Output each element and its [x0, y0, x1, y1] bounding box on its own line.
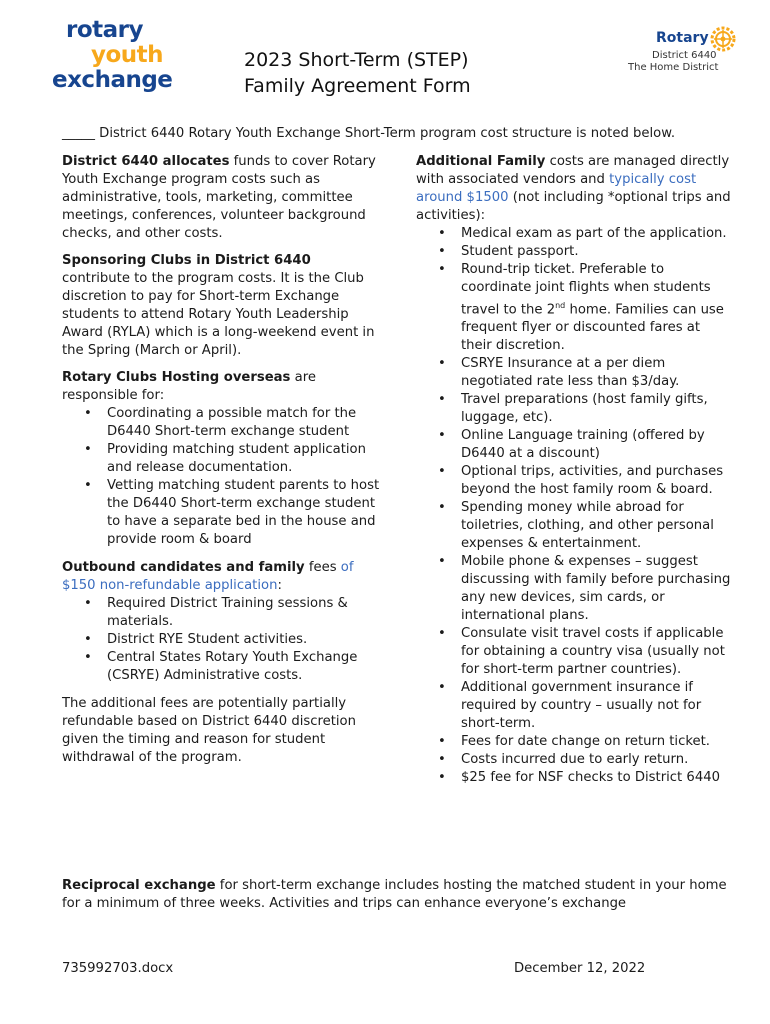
- list-item: • Vetting matching student parents to host the D6440 Short-term exchange student to have a separate bed in the house and provide room & board: [62, 477, 382, 549]
- home-district-label: The Home District: [628, 62, 719, 73]
- rotary-wordmark: Rotary: [656, 30, 709, 46]
- right-column: [416, 153, 734, 787]
- list-item: • Medical exam as part of the application.: [416, 225, 734, 243]
- list-item: • Travel preparations (host family gifts, luggage, etc).: [416, 391, 734, 427]
- reciprocal-exchange-heading: Reciprocal exchange: [62, 878, 216, 893]
- district-allocates-text: funds to cover Rotary Youth Exchange program costs such as administrative, tools, marketing, committee meetings, conferences, volunteer background checks, and other costs.: [62, 154, 376, 241]
- footer-filename: 735992703.docx: [62, 961, 174, 976]
- colon: :: [277, 578, 282, 593]
- list-item: • Mobile phone & expenses – suggest discussing with family before purchasing any new devices, sim cards, or international plans.: [416, 553, 734, 625]
- rotary-wheel-icon: [710, 26, 736, 52]
- footer-date: December 12, 2022: [514, 961, 646, 976]
- list-item: • Online Language training (offered by D6440 at a discount): [416, 427, 734, 463]
- list-item: • Coordinating a possible match for the D6440 Short-term exchange student: [62, 405, 382, 441]
- page-title: [244, 47, 471, 99]
- outbound-fees-text: fees: [304, 560, 341, 575]
- left-column: [62, 153, 382, 767]
- ordinal-suffix: nd: [555, 301, 566, 310]
- reciprocal-exchange-text: for short-term exchange includes hosting the matched student in your home for a minimum of three weeks. Activities and trips can enhance everyone’s exchange: [62, 878, 727, 911]
- typical-cost-amount: typically cost around $1500: [416, 172, 697, 205]
- outbound-fee-amount: of $150 non-refundable application: [62, 560, 354, 593]
- list-item: • District RYE Student activities.: [62, 631, 382, 649]
- list-item: • Spending money while abroad for toiletries, clothing, and other personal expenses & entertainment.: [416, 499, 734, 553]
- logo-word-exchange: exchange: [52, 67, 173, 93]
- list-item: • Providing matching student application and release documentation.: [62, 441, 382, 477]
- additional-family-paragraph: [416, 153, 734, 225]
- title-line-1: 2023 Short-Term (STEP): [244, 49, 469, 71]
- hosting-clubs-paragraph: [62, 369, 382, 405]
- outbound-fees-heading: Outbound candidates and family: [62, 560, 305, 575]
- list-item: • Consulate visit travel costs if applicable for obtaining a country visa (usually not for short-term partner countries).: [416, 625, 734, 679]
- additional-family-heading: Additional Family: [416, 154, 546, 169]
- hosting-clubs-text: are responsible for:: [62, 370, 316, 403]
- title-line-2: Family Agreement Form: [244, 75, 471, 97]
- list-item: • Student passport.: [416, 243, 734, 261]
- list-item: • Required District Training sessions & materials.: [62, 595, 382, 631]
- list-item: • Fees for date change on return ticket.: [416, 733, 734, 751]
- rotary-youth-exchange-logo: [52, 18, 177, 93]
- list-item: • Additional government insurance if required by country – usually not for short-term.: [416, 679, 734, 733]
- hosting-clubs-list: [62, 405, 382, 549]
- intro-line: _____ District 6440 Rotary Youth Exchange Short-Term program cost structure is noted below.: [62, 126, 676, 141]
- district-label: District 6440: [652, 50, 717, 61]
- additional-family-text: costs are managed directly with associated vendors and: [416, 154, 730, 187]
- list-item-text: Round-trip ticket. Preferable to coordinate joint flights when students travel to the 2: [461, 262, 711, 318]
- list-item-text: home. Families can use frequent flyer or discounted fares at their discretion.: [461, 302, 724, 354]
- additional-family-text-2: (not including *optional trips and activities):: [416, 190, 731, 223]
- list-item: [416, 261, 734, 355]
- rotary-district-logo: [624, 24, 744, 78]
- list-item: • $25 fee for NSF checks to District 6440: [416, 769, 734, 787]
- list-item: • Central States Rotary Youth Exchange (CSRYE) Administrative costs.: [62, 649, 382, 685]
- district-allocates-paragraph: [62, 153, 382, 243]
- list-item: • Optional trips, activities, and purchases beyond the host family room & board.: [416, 463, 734, 499]
- outbound-fees-list: [62, 595, 382, 685]
- logo-word-rotary: rotary: [66, 17, 143, 43]
- list-item: • CSRYE Insurance at a per diem negotiated rate less than $3/day.: [416, 355, 734, 391]
- refund-paragraph: The additional fees are potentially partially refundable based on District 6440 discretion given the timing and reason for student withdrawal of the program.: [62, 696, 356, 765]
- logo-word-youth: youth: [91, 42, 164, 68]
- hosting-clubs-heading: Rotary Clubs Hosting overseas: [62, 370, 291, 385]
- list-item: • Costs incurred due to early return.: [416, 751, 734, 769]
- additional-family-list: [416, 225, 734, 787]
- district-allocates-heading: District 6440 allocates: [62, 154, 230, 169]
- sponsoring-clubs-heading: Sponsoring Clubs in District 6440: [62, 253, 311, 268]
- sponsoring-clubs-paragraph: [62, 252, 382, 360]
- sponsoring-clubs-text: contribute to the program costs. It is the Club discretion to pay for Short-term Exchange students to attend Rotary Youth Leadership Award (RYLA) which is a long-weekend event in the Spring (March or April).: [62, 271, 375, 358]
- reciprocal-exchange-paragraph: [62, 877, 732, 913]
- outbound-fees-paragraph: [62, 559, 382, 595]
